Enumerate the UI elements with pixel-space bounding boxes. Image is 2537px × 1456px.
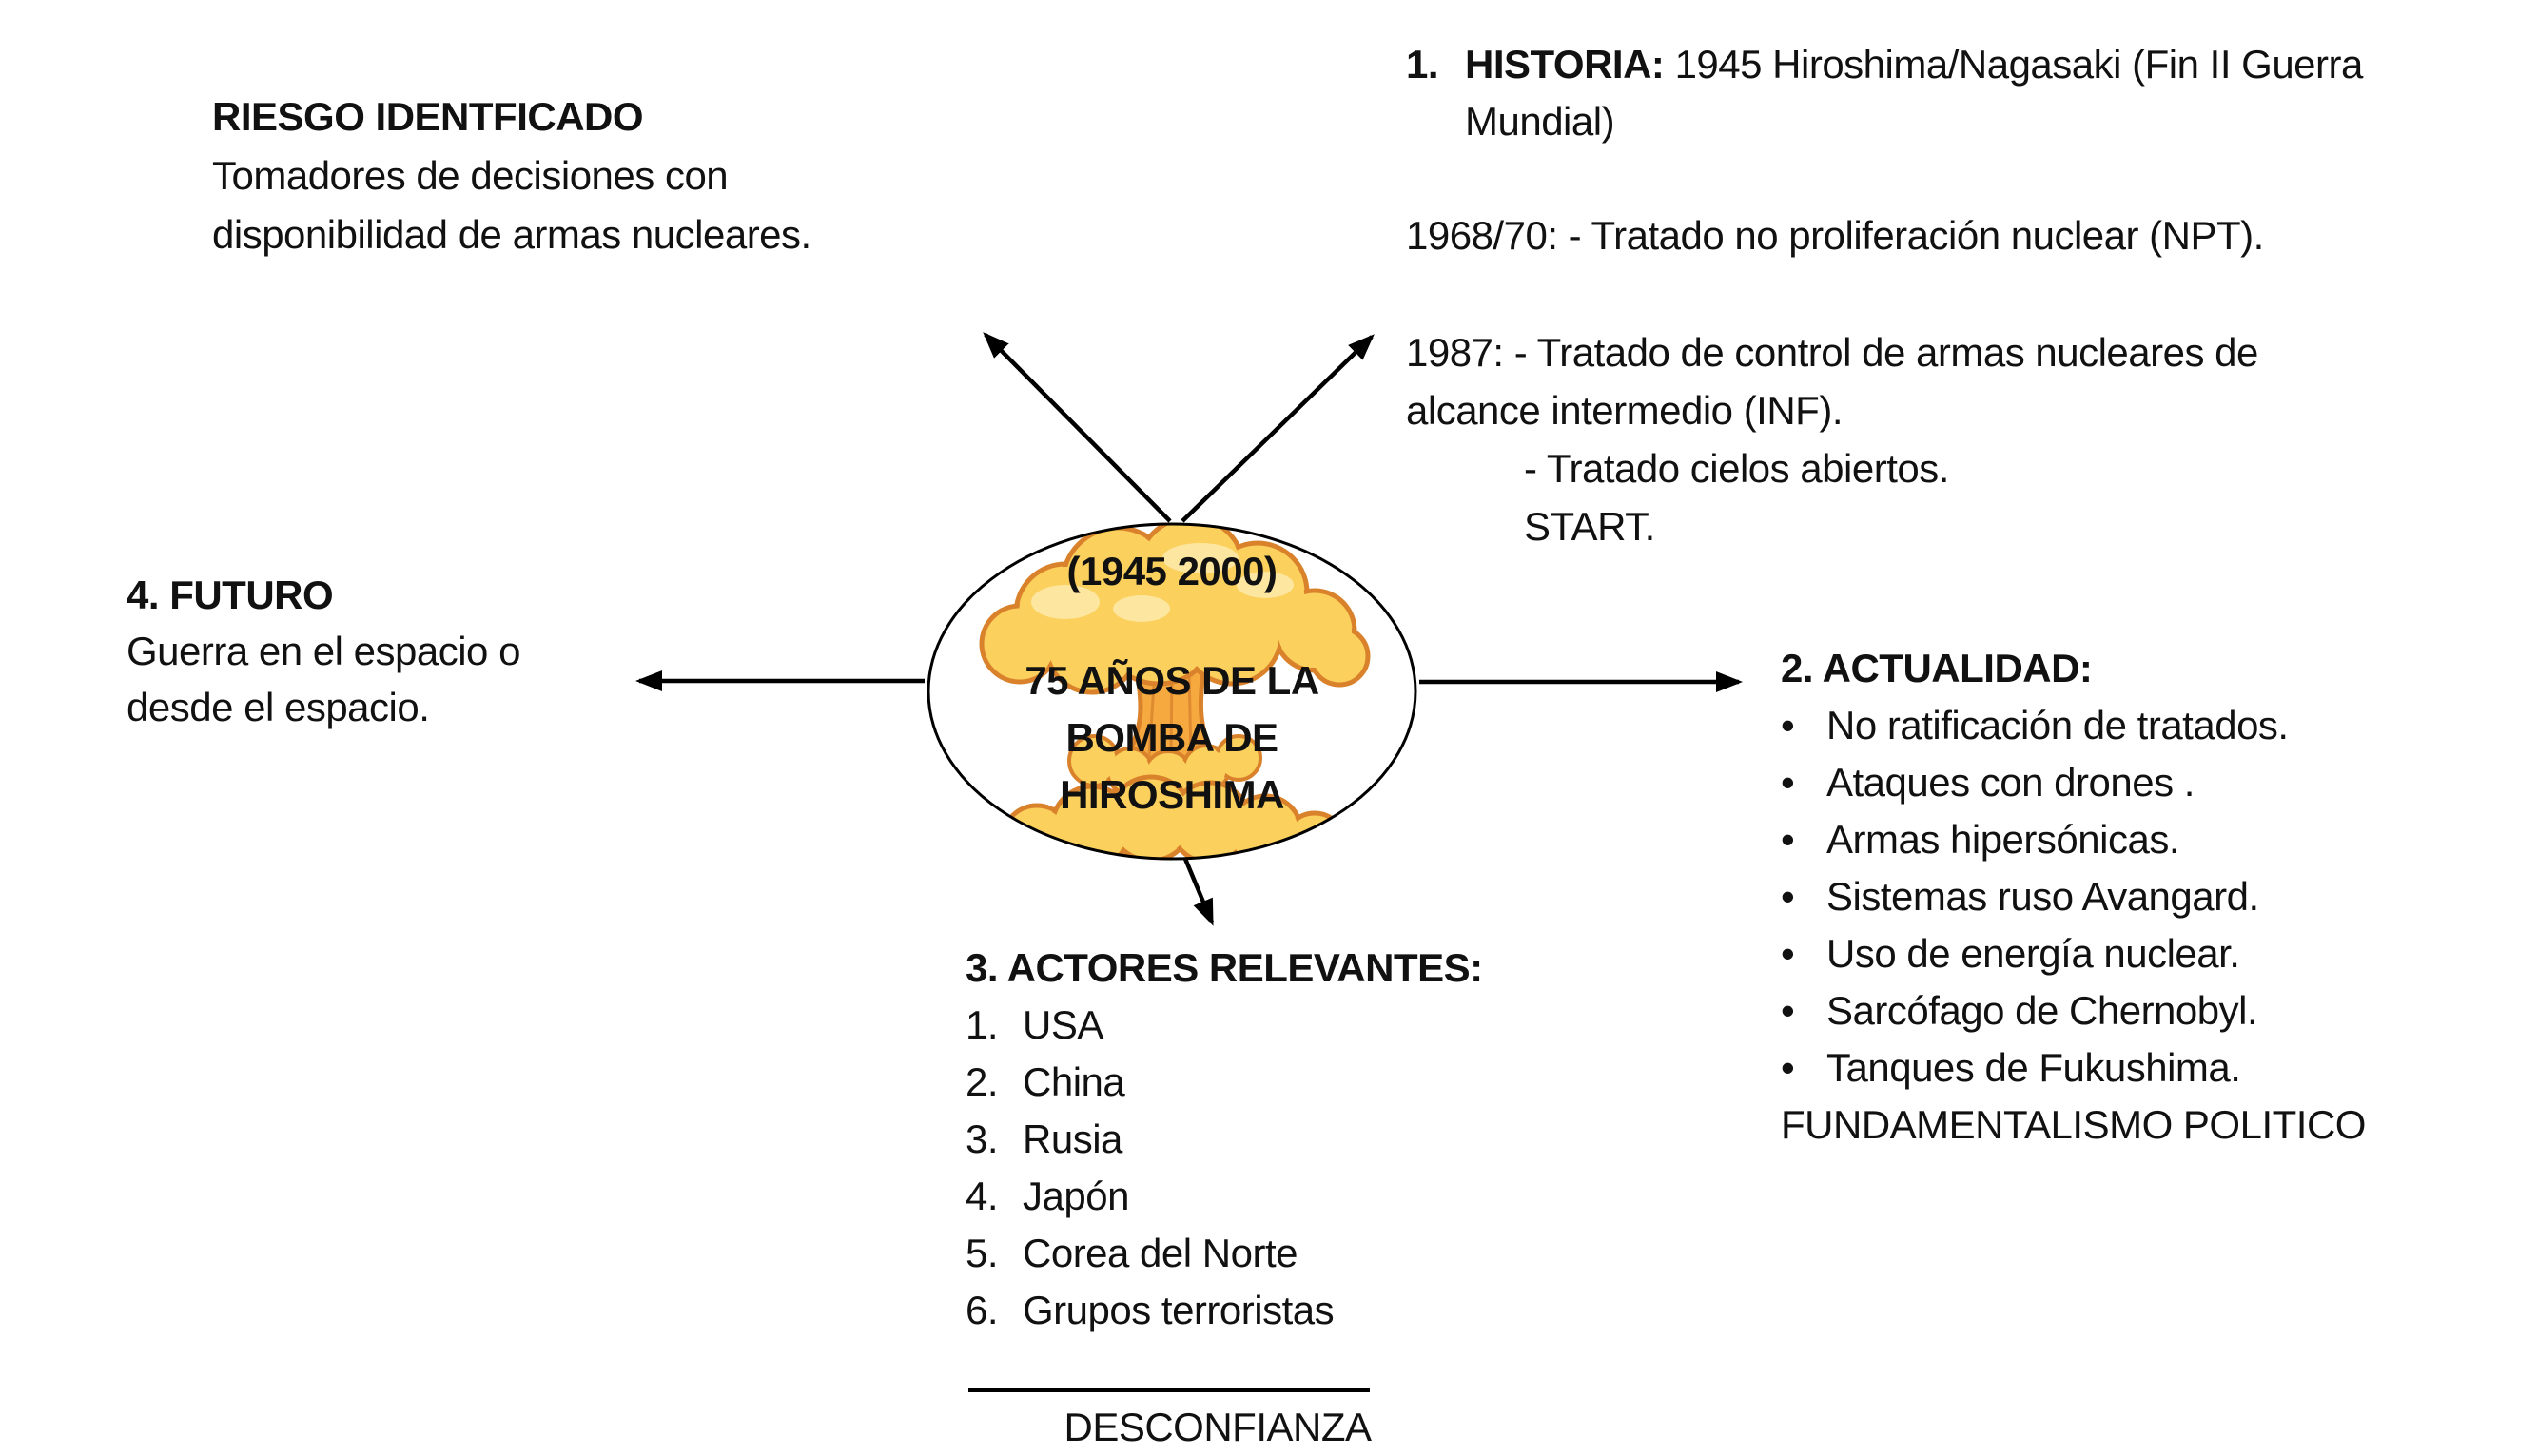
actores-block <box>966 940 1483 1339</box>
divider-line <box>968 1388 1370 1392</box>
riesgo-line2: disponibilidad de armas nucleares. <box>212 212 811 257</box>
list-item <box>966 1282 1483 1339</box>
center-title-line3: HIROSHIMA <box>1060 772 1284 817</box>
riesgo-block <box>212 87 811 264</box>
list-item <box>1781 868 2366 925</box>
inf-sub1: - Tratado cielos abiertos. <box>1524 446 1949 491</box>
actualidad-item: Ataques con drones . <box>1826 760 2195 805</box>
historia-block <box>1406 36 2363 150</box>
actualidad-item: Uso de energía nuclear. <box>1826 931 2240 976</box>
list-item <box>966 1111 1483 1168</box>
arrow-to-riesgo <box>986 335 1170 521</box>
center-title <box>923 652 1421 824</box>
inf-line1: 1987: - Tratado de control de armas nucleares de <box>1406 330 2258 375</box>
actualidad-footer: FUNDAMENTALISMO POLITICO <box>1781 1102 2366 1147</box>
center-title-line2: BOMBA DE <box>1065 715 1278 760</box>
actor-label: USA <box>1023 1002 1103 1047</box>
item-number: 5. <box>966 1231 999 1275</box>
bullet-icon: • <box>1781 931 1795 976</box>
bullet-icon: • <box>1781 1045 1795 1090</box>
list-item <box>1781 754 2366 811</box>
desconfianza-label: DESCONFIANZA <box>1064 1405 1372 1449</box>
item-number: 3. <box>966 1116 999 1161</box>
bullet-icon: • <box>1781 988 1795 1033</box>
list-item <box>1781 982 2366 1039</box>
bullet-icon: • <box>1781 760 1795 805</box>
historia-text: 1945 Hiroshima/Nagasaki (Fin II Guerra <box>1664 42 2363 87</box>
actor-label: Japón <box>1023 1174 1129 1218</box>
list-item <box>966 1225 1483 1282</box>
actualidad-item: Armas hipersónicas. <box>1826 817 2179 862</box>
arrow-to-historia <box>1182 337 1372 521</box>
historia-title: HISTORIA: <box>1465 42 1665 87</box>
inf-line2: alcance intermedio (INF). <box>1406 388 1843 433</box>
actualidad-title: 2. ACTUALIDAD: <box>1781 646 2093 690</box>
actualidad-item: Sarcófago de Chernobyl. <box>1826 988 2258 1033</box>
actualidad-block <box>1781 640 2366 1154</box>
bullet-icon: • <box>1781 817 1795 862</box>
actualidad-item: Sistemas ruso Avangard. <box>1826 874 2259 919</box>
riesgo-line1: Tomadores de decisiones con <box>212 153 729 198</box>
actor-label: Rusia <box>1023 1116 1122 1161</box>
item-number: 1. <box>966 1002 999 1047</box>
riesgo-title: RIESGO IDENTFICADO <box>212 94 644 139</box>
futuro-line1: Guerra en el espacio o <box>127 629 520 673</box>
item-number: 6. <box>966 1288 999 1332</box>
futuro-line2: desde el espacio. <box>127 685 430 729</box>
actor-label: Corea del Norte <box>1023 1231 1298 1275</box>
item-number: 4. <box>966 1174 999 1218</box>
inf-sub2: START. <box>1524 504 1655 549</box>
list-item <box>966 1054 1483 1111</box>
bullet-icon: • <box>1781 874 1795 919</box>
futuro-block <box>127 567 520 735</box>
bullet-icon: • <box>1781 703 1795 747</box>
npt-line: 1968/70: - Tratado no proliferación nuclear (NPT). <box>1406 213 2264 258</box>
actualidad-item: No ratificación de tratados. <box>1826 703 2289 747</box>
historia-number: 1. <box>1406 42 1439 87</box>
center-years-label: (1945 2000) <box>1066 549 1278 593</box>
inf-block <box>1406 323 2258 555</box>
actor-label: Grupos terroristas <box>1023 1288 1335 1332</box>
item-number: 2. <box>966 1059 999 1104</box>
historia-cont: Mundial) <box>1465 99 1615 144</box>
actor-label: China <box>1023 1059 1125 1104</box>
actualidad-item: Tanques de Fukushima. <box>1826 1045 2241 1090</box>
list-item <box>966 1168 1483 1225</box>
list-item <box>1781 925 2366 982</box>
list-item <box>1781 1039 2366 1097</box>
list-item <box>1781 811 2366 868</box>
list-item <box>966 997 1483 1054</box>
center-title-line1: 75 AÑOS DE LA <box>1025 658 1319 703</box>
actores-title: 3. ACTORES RELEVANTES: <box>966 945 1483 990</box>
list-item <box>1781 697 2366 754</box>
futuro-title: 4. FUTURO <box>127 573 334 617</box>
